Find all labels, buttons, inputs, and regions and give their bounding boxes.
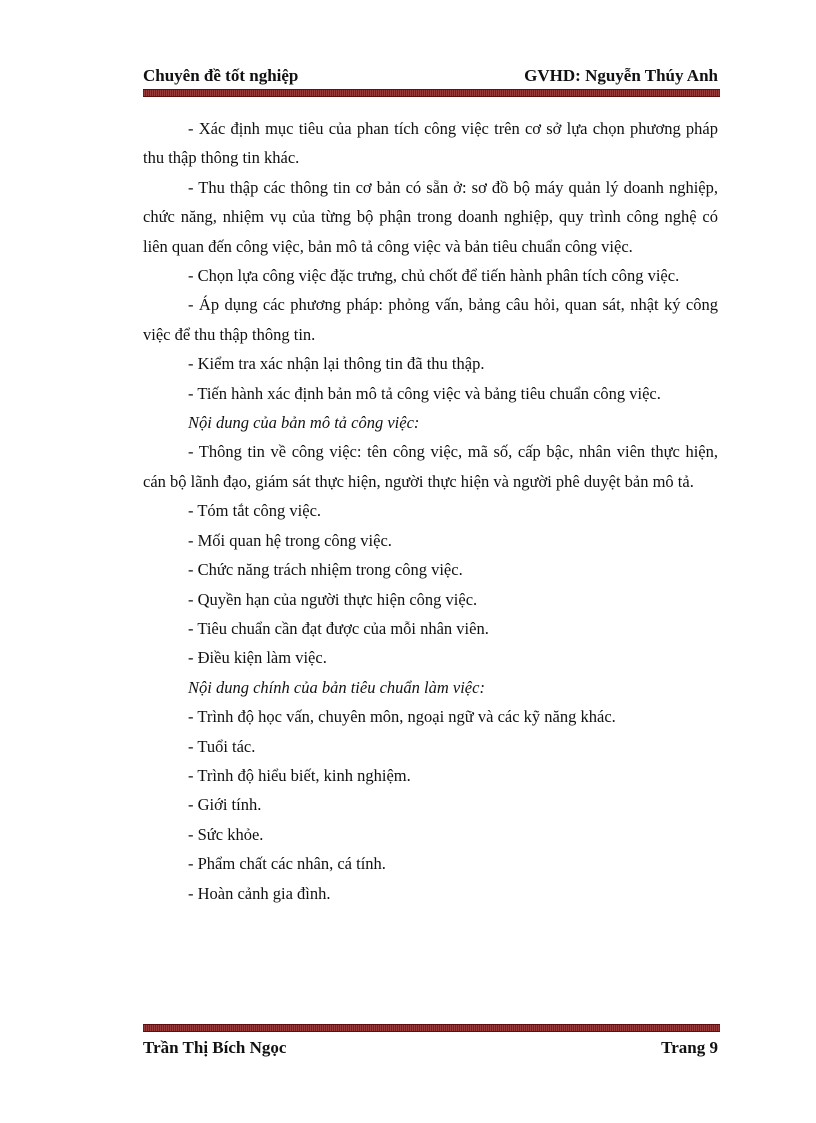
list-item: - Tuổi tác.: [188, 736, 256, 756]
paragraph: - Kiểm tra xác nhận lại thông tin đã thu thập.: [188, 354, 485, 374]
header-advisor: GVHD: Nguyễn Thúy Anh: [524, 66, 718, 85]
list-item: - Sức khỏe.: [188, 824, 264, 844]
paragraph: - Xác định mục tiêu của phan tích công việc trên cơ sở lựa chọn phương pháp thu thập thông tin khác.: [143, 119, 718, 168]
page-header: [143, 62, 718, 88]
list-item: - Giới tính.: [188, 795, 262, 815]
paragraph: - Thu thập các thông tin cơ bản có sẵn ở: sơ đồ bộ máy quản lý doanh nghiệp, chức năng, nhiệm vụ của từng bộ phận trong doanh nghiệp, quy trình công nghệ có liên quan đến công việc, bản mô tả công việc và bản tiêu chuẩn công việc.: [143, 177, 718, 256]
header-title: Chuyên đề tốt nghiệp: [143, 66, 299, 85]
paragraph: - Tiến hành xác định bản mô tả công việc và bảng tiêu chuẩn công việc.: [188, 383, 661, 403]
section-heading: Nội dung chính của bản tiêu chuẩn làm việc:: [188, 677, 485, 697]
list-item: - Hoàn cảnh gia đình.: [188, 883, 331, 903]
paragraph: - Thông tin về công việc: tên công việc, mã số, cấp bậc, nhân viên thực hiện, cán bộ lãnh đạo, giám sát thực hiện, người thực hiện và người phê duyệt bản mô tả.: [143, 442, 718, 491]
paragraph: - Áp dụng các phương pháp: phỏng vấn, bảng câu hỏi, quan sát, nhật ký công việc để thu thập thông tin.: [143, 295, 718, 344]
list-item: - Mối quan hệ trong công việc.: [188, 530, 392, 550]
list-item: - Điều kiện làm việc.: [188, 648, 327, 668]
list-item: - Tiêu chuẩn cần đạt được của mỗi nhân viên.: [188, 618, 489, 638]
list-item: - Trình độ học vấn, chuyên môn, ngoại ngữ và các kỹ năng khác.: [188, 707, 616, 727]
paragraph: - Chọn lựa công việc đặc trưng, chủ chốt để tiến hành phân tích công việc.: [188, 266, 680, 286]
header-rule: [143, 89, 720, 97]
list-item: - Tóm tắt công việc.: [188, 501, 322, 521]
footer-rule: [143, 1024, 720, 1032]
list-item: - Chức năng trách nhiệm trong công việc.: [188, 560, 463, 580]
list-item: - Phẩm chất các nhân, cá tính.: [188, 854, 386, 874]
page-number: Trang 9: [661, 1038, 718, 1057]
section-heading: Nội dung của bản mô tả công việc:: [188, 413, 420, 433]
document-body: [143, 114, 718, 908]
list-item: - Quyền hạn của người thực hiện công việc.: [188, 589, 478, 609]
list-item: - Trình độ hiểu biết, kinh nghiệm.: [188, 765, 411, 785]
footer-author: Trần Thị Bích Ngọc: [143, 1038, 287, 1057]
page-footer: [143, 1038, 718, 1064]
